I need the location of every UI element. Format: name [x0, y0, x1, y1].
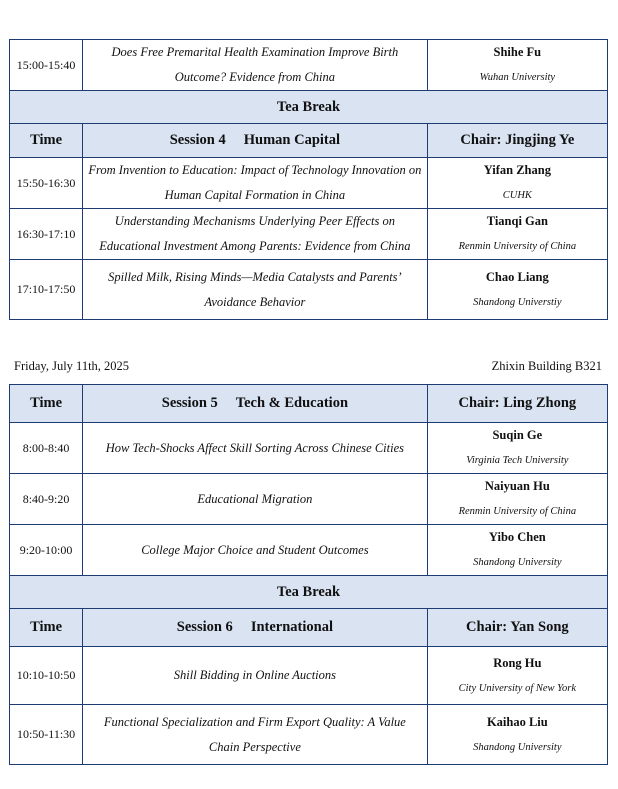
speaker-name: Naiyuan Hu [484, 479, 550, 493]
day-venue: Zhixin Building B321 [491, 359, 602, 373]
table-row [10, 525, 608, 576]
schedule-table-thursday [9, 39, 608, 320]
session-header-row [10, 609, 608, 647]
session-topic: Tech & Education [235, 395, 349, 411]
session-label: Session 6 [176, 619, 233, 635]
paper-title: Does Free Premarital Health Examination Improve Birth Outcome? Evidence from China [83, 40, 428, 91]
table-row [10, 158, 608, 209]
speaker-cell [427, 423, 607, 474]
time-cell: 9:20-10:00 [10, 525, 83, 576]
session-label: Session 5 [161, 395, 218, 411]
table-row [10, 40, 608, 91]
time-header: Time [10, 385, 83, 423]
session-header [83, 609, 428, 647]
table-row [10, 209, 608, 260]
session-topic: International [250, 619, 333, 635]
speaker-affiliation: Renmin University of China [458, 506, 577, 517]
session-topic: Human Capital [243, 132, 341, 148]
speaker-name: Kaihao Liu [486, 714, 548, 729]
table-row [10, 423, 608, 474]
speaker-affiliation: Shandong Universtiy [473, 296, 562, 308]
time-header: Time [10, 124, 83, 158]
table-row [10, 647, 608, 705]
speaker-affiliation: CUHK [502, 190, 532, 201]
day-date: Friday, July 11th, 2025 [14, 359, 130, 373]
tea-break-label: Tea Break [10, 576, 608, 609]
session-header-row [10, 124, 608, 158]
paper-title: Functional Specialization and Firm Export Quality: A Value Chain Perspective [83, 705, 428, 765]
speaker-cell [427, 260, 607, 320]
paper-title: Spilled Milk, Rising Minds—Media Catalysts and Parents’ Avoidance Behavior [83, 260, 428, 320]
speaker-affiliation: Shandong University [473, 741, 562, 753]
schedule-table-friday [9, 384, 608, 765]
speaker-cell [427, 209, 607, 260]
time-cell: 16:30-17:10 [10, 209, 83, 260]
paper-title: Shill Bidding in Online Auctions [83, 647, 428, 705]
time-cell: 8:00-8:40 [10, 423, 83, 474]
table-row [10, 260, 608, 320]
speaker-cell [427, 705, 607, 765]
session-header-row [10, 385, 608, 423]
time-cell: 10:50-11:30 [10, 705, 83, 765]
speaker-cell [427, 647, 607, 705]
speaker-cell [427, 525, 607, 576]
paper-title: Educational Migration [83, 474, 428, 525]
time-cell: 8:40-9:20 [10, 474, 83, 525]
speaker-name: Rong Hu [493, 655, 542, 670]
chair-header: Chair: Ling Zhong [427, 385, 607, 423]
paper-title: College Major Choice and Student Outcomes [83, 525, 428, 576]
session-header [83, 124, 428, 158]
time-cell: 10:10-10:50 [10, 647, 83, 705]
table-row [10, 705, 608, 765]
tea-break-row [10, 91, 608, 124]
speaker-affiliation: Renmin University of China [458, 241, 577, 252]
session-header [83, 385, 428, 423]
time-cell: 17:10-17:50 [10, 260, 83, 320]
paper-title: Understanding Mechanisms Underlying Peer Effects on Educational Investment Among Parents: Evidence from China [83, 209, 428, 260]
paper-title: From Invention to Education: Impact of Technology Innovation on Human Capital Formation in China [83, 158, 428, 209]
chair-header: Chair: Jingjing Ye [427, 124, 607, 158]
speaker-cell [427, 474, 607, 525]
speaker-affiliation: Shandong University [473, 557, 562, 568]
speaker-affiliation: Virginia Tech University [466, 455, 569, 466]
speaker-name: Tianqi Gan [486, 214, 548, 228]
speaker-affiliation: Wuhan University [479, 72, 556, 83]
paper-title: How Tech-Shocks Affect Skill Sorting Across Chinese Cities [83, 423, 428, 474]
chair-header: Chair: Yan Song [427, 609, 607, 647]
speaker-name: Shihe Fu [493, 45, 542, 59]
speaker-name: Yibo Chen [488, 530, 546, 544]
speaker-affiliation: City University of New York [458, 682, 577, 694]
time-header: Time [10, 609, 83, 647]
speaker-name: Suqin Ge [492, 428, 543, 442]
speaker-name: Yifan Zhang [483, 163, 551, 177]
time-cell: 15:50-16:30 [10, 158, 83, 209]
session-label: Session 4 [169, 132, 226, 148]
table-row [10, 474, 608, 525]
tea-break-row [10, 576, 608, 609]
speaker-cell [427, 158, 607, 209]
day-heading [14, 359, 602, 377]
speaker-cell [427, 40, 607, 91]
time-cell: 15:00-15:40 [10, 40, 83, 91]
speaker-name: Chao Liang [485, 269, 549, 284]
tea-break-label: Tea Break [10, 91, 608, 124]
